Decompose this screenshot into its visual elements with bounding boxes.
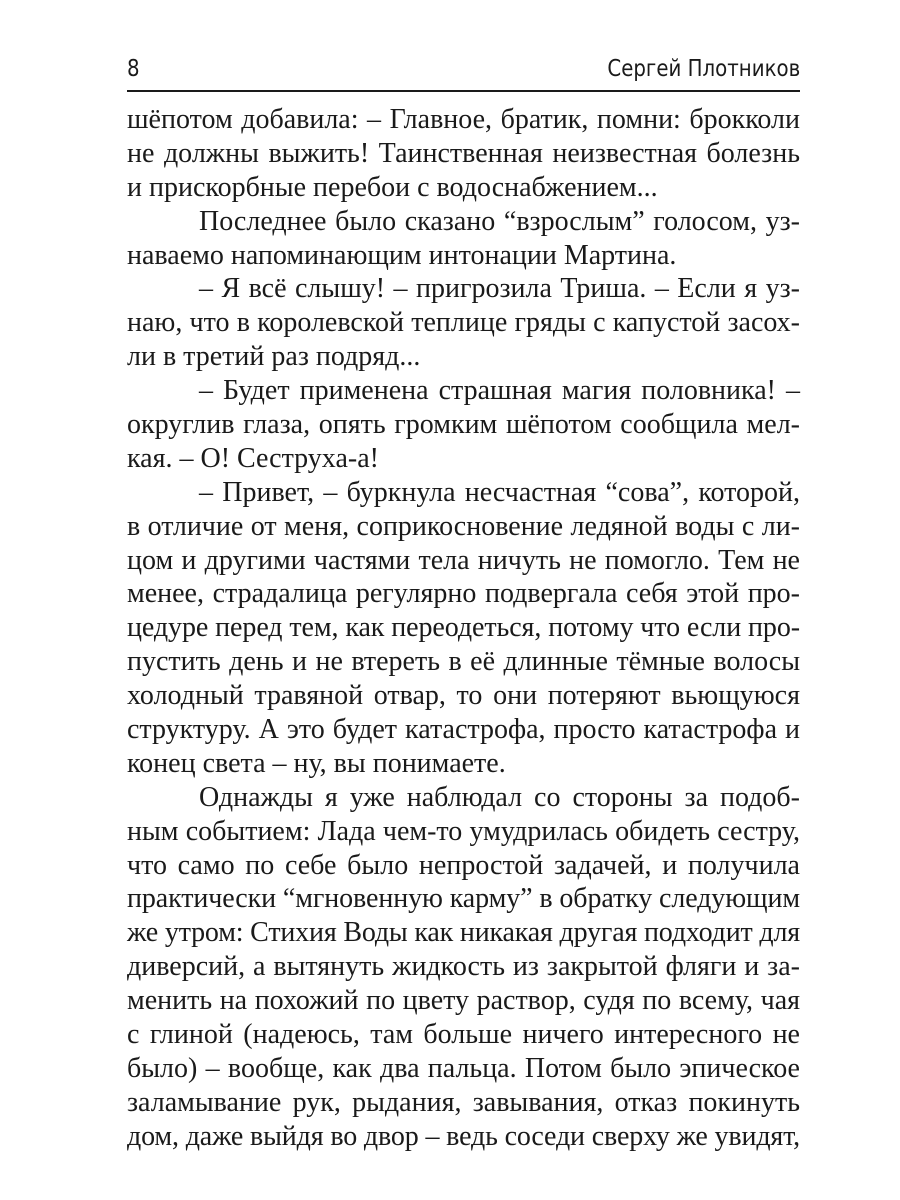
text-line: диверсий, а вытянуть жидкость из закрытой фляги и за- (127, 951, 800, 983)
text-line: практически “мгновенную карму” в обратку следующим (127, 883, 801, 915)
author-name: Сергей Плотников (607, 56, 800, 82)
text-line: заламывание рук, рыдания, завывания, отказ покинуть (127, 1086, 800, 1118)
paragraph-first-line: Однажды я уже наблюдал со стороны за подоб- (199, 781, 800, 813)
text-line: ным событием: Лада чем-то умудрилась обидеть сестру, (127, 815, 800, 847)
text-line: не должны выжить! Таинственная неизвестная болезнь (127, 137, 800, 169)
paragraph-first-line: Последнее было сказано “взрослым” голосом, уз- (199, 205, 800, 237)
page-number: 8 (127, 56, 140, 82)
body-text (127, 103, 800, 1154)
paragraph-first-line: – Привет, – буркнула несчастная “сова”, которой, (199, 476, 800, 508)
text-line: менее, страдалица регулярно подвергала себя этой про- (127, 578, 800, 610)
text-line: конец света – ну, вы понимаете. (127, 747, 506, 779)
text-line: кая. – О! Сеструха-а! (127, 442, 379, 474)
text-line: пустить день и не втереть в её длинные тёмные волосы (127, 646, 800, 678)
header-rule (127, 90, 800, 92)
paragraph-first-line: – Я всё слышу! – пригрозила Триша. – Если я уз- (199, 273, 800, 305)
text-line: же утром: Стихия Воды как никакая другая подходит для (127, 917, 800, 949)
text-line: наю, что в королевской теплице гряды с капустой засох- (127, 307, 800, 339)
text-line: цом и другими частями тела ничуть не помогло. Тем не (127, 544, 800, 576)
paragraph-first-line: – Будет применена страшная магия половника! – (199, 375, 800, 407)
text-line: наваемо напоминающим интонации Мартина. (127, 239, 677, 271)
text-line: было) – вообще, как два пальца. Потом было эпическое (127, 1052, 800, 1084)
text-line: в отличие от меня, соприкосновение ледяной воды с ли- (127, 510, 800, 542)
text-line: структуру. А это будет катастрофа, просто катастрофа и (127, 714, 800, 746)
text-line: и прискорбные перебои с водоснабжением... (127, 171, 658, 203)
text-line: холодный травяной отвар, то они потеряют вьющуюся (127, 680, 800, 712)
running-head-author (607, 56, 800, 82)
text-line: округлив глаза, опять громким шёпотом сообщила мел- (127, 409, 800, 441)
text-line: ли в третий раз подряд... (127, 341, 421, 373)
text-line: цедуре перед тем, как переодеться, потому что если про- (127, 612, 800, 644)
text-line: шёпотом добавила: – Главное, братик, помни: брокколи (127, 104, 800, 135)
text-line: менить на похожий по цвету раствор, судя по всему, чая (127, 985, 800, 1017)
text-line: дом, даже выйдя во двор – ведь соседи сверху же увидят, (127, 1120, 800, 1152)
text-line: что само по себе было непростой задачей, и получила (127, 849, 800, 881)
text-line: с глиной (надеюсь, там больше ничего интересного не (127, 1019, 800, 1051)
